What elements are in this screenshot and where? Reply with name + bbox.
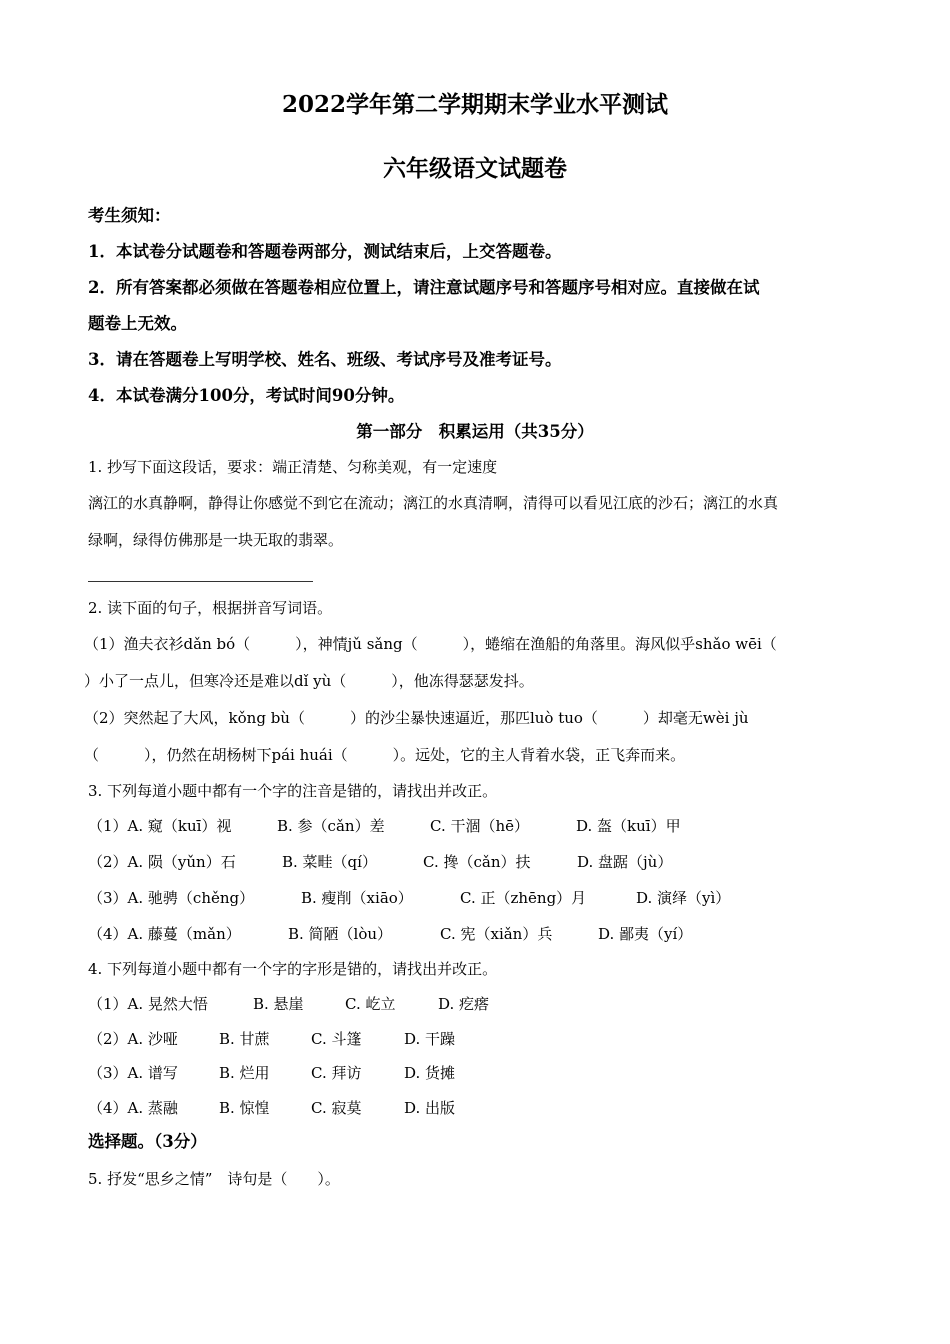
q3-4-option-b: B. 简陋（lòu） (288, 925, 393, 943)
q3-3-option-c: C. 正（zhēng）月 (460, 889, 587, 907)
q4-4-option-b: B. 惊惶 (219, 1099, 270, 1117)
q3-1-option-a: （1）A. 窥（kuī）视 (88, 817, 232, 835)
q3-4-option-c: C. 宪（xiǎn）兵 (440, 925, 553, 943)
q3-4-option-a: （4）A. 藤蔓（mǎn） (88, 925, 241, 943)
exam-title: 2022学年第二学期期末学业水平测试 (281, 91, 668, 118)
q3-1-option-d: D. 盔（kuī）甲 (576, 817, 681, 835)
notice-item-4: 4．本试卷满分100分，考试时间90分钟。 (88, 386, 405, 405)
q4-2-option-c: C. 斗篷 (311, 1030, 362, 1048)
notice-item-2-cont: 题卷上无效。 (88, 314, 187, 333)
notice-item-2: 2．所有答案都必须做在答题卷相应位置上，请注意试题序号和答题序号相对应。直接做在试 (88, 278, 760, 297)
q3-3-option-a: （3）A. 驰骋（chěng） (88, 889, 255, 907)
q3-3-option-d: D. 演绎（yì） (636, 889, 731, 907)
q4-4-option-c: C. 寂莫 (311, 1099, 362, 1117)
q1-passage-cont: 绿啊，绿得仿佛那是一块无取的翡翠。 (88, 531, 344, 549)
q4-4-option-d: D. 出版 (404, 1099, 456, 1117)
q4-1-option-b: B. 悬崖 (253, 995, 304, 1013)
q5-stem: 5. 抒发“思乡之情” 诗句是（ ）。 (88, 1170, 340, 1188)
q4-2-option-d: D. 干躁 (404, 1030, 456, 1048)
q1-stem: 1. 抄写下面这段话，要求：端正清楚、匀称美观，有一定速度 (88, 458, 498, 476)
notice-heading: 考生须知： (88, 206, 171, 225)
exam-subtitle: 六年级语文试题卷 (383, 155, 567, 182)
q4-1-option-d: D. 疙瘩 (438, 995, 490, 1013)
q2-stem: 2. 读下面的句子，根据拼音写词语。 (88, 599, 333, 617)
q3-1-option-b: B. 参（cǎn）差 (277, 817, 385, 835)
answer-line (88, 581, 313, 582)
q3-2-option-a: （2）A. 陨（yǔn）石 (88, 853, 236, 871)
section2-heading: 选择题。（3分） (88, 1132, 207, 1151)
q4-stem: 4. 下列每道小题中都有一个字的字形是错的，请找出并改正。 (88, 960, 498, 978)
q2-line-3: （2）突然起了大风，kǒng bù（ ）的沙尘暴快速逼近，那匹luò tuo（ ）却毫无wèi jù (84, 709, 749, 727)
q4-1-option-c: C. 屹立 (345, 995, 396, 1013)
q3-2-option-d: D. 盘踞（jù） (577, 853, 673, 871)
q2-line-4: （ ），仍然在胡杨树下pái huái（ ）。远处，它的主人背着水袋，正飞奔而来。 (84, 746, 686, 764)
q3-3-option-b: B. 瘦削（xiāo） (301, 889, 413, 907)
q4-2-option-b: B. 甘蔗 (219, 1030, 270, 1048)
notice-item-1: 1．本试卷分试题卷和答题卷两部分，测试结束后，上交答题卷。 (88, 242, 562, 261)
q3-2-option-b: B. 菜畦（qí） (282, 853, 377, 871)
notice-item-3: 3．请在答题卷上写明学校、姓名、班级、考试序号及准考证号。 (88, 350, 562, 369)
q3-1-option-c: C. 干涸（hē） (430, 817, 530, 835)
q4-1-option-a: （1）A. 晃然大悟 (88, 995, 208, 1013)
q4-3-option-d: D. 货摊 (404, 1064, 456, 1082)
q3-stem: 3. 下列每道小题中都有一个字的注音是错的，请找出并改正。 (88, 782, 498, 800)
q2-line-2: ）小了一点儿，但寒冷还是难以dǐ yù（ ），他冻得瑟瑟发抖。 (84, 672, 534, 690)
q4-2-option-a: （2）A. 沙哑 (88, 1030, 178, 1048)
q3-2-option-c: C. 搀（cǎn）扶 (423, 853, 531, 871)
q1-passage: 漓江的水真静啊，静得让你感觉不到它在流动；漓江的水真清啊，清得可以看见江底的沙石；漓江的水真 (88, 494, 779, 512)
part1-heading: 第一部分 积累运用（共35分） (356, 422, 594, 441)
q4-3-option-c: C. 拜访 (311, 1064, 362, 1082)
q4-4-option-a: （4）A. 蒸融 (88, 1099, 178, 1117)
q3-4-option-d: D. 鄙夷（yí） (598, 925, 693, 943)
q4-3-option-a: （3）A. 谱写 (88, 1064, 178, 1082)
q4-3-option-b: B. 烂用 (219, 1064, 270, 1082)
q2-line-1: （1）渔夫衣衫dǎn bó（ ），神情jǔ sǎng（ ），蜷缩在渔船的角落里。海风似乎shǎo wēi（ (84, 635, 777, 653)
